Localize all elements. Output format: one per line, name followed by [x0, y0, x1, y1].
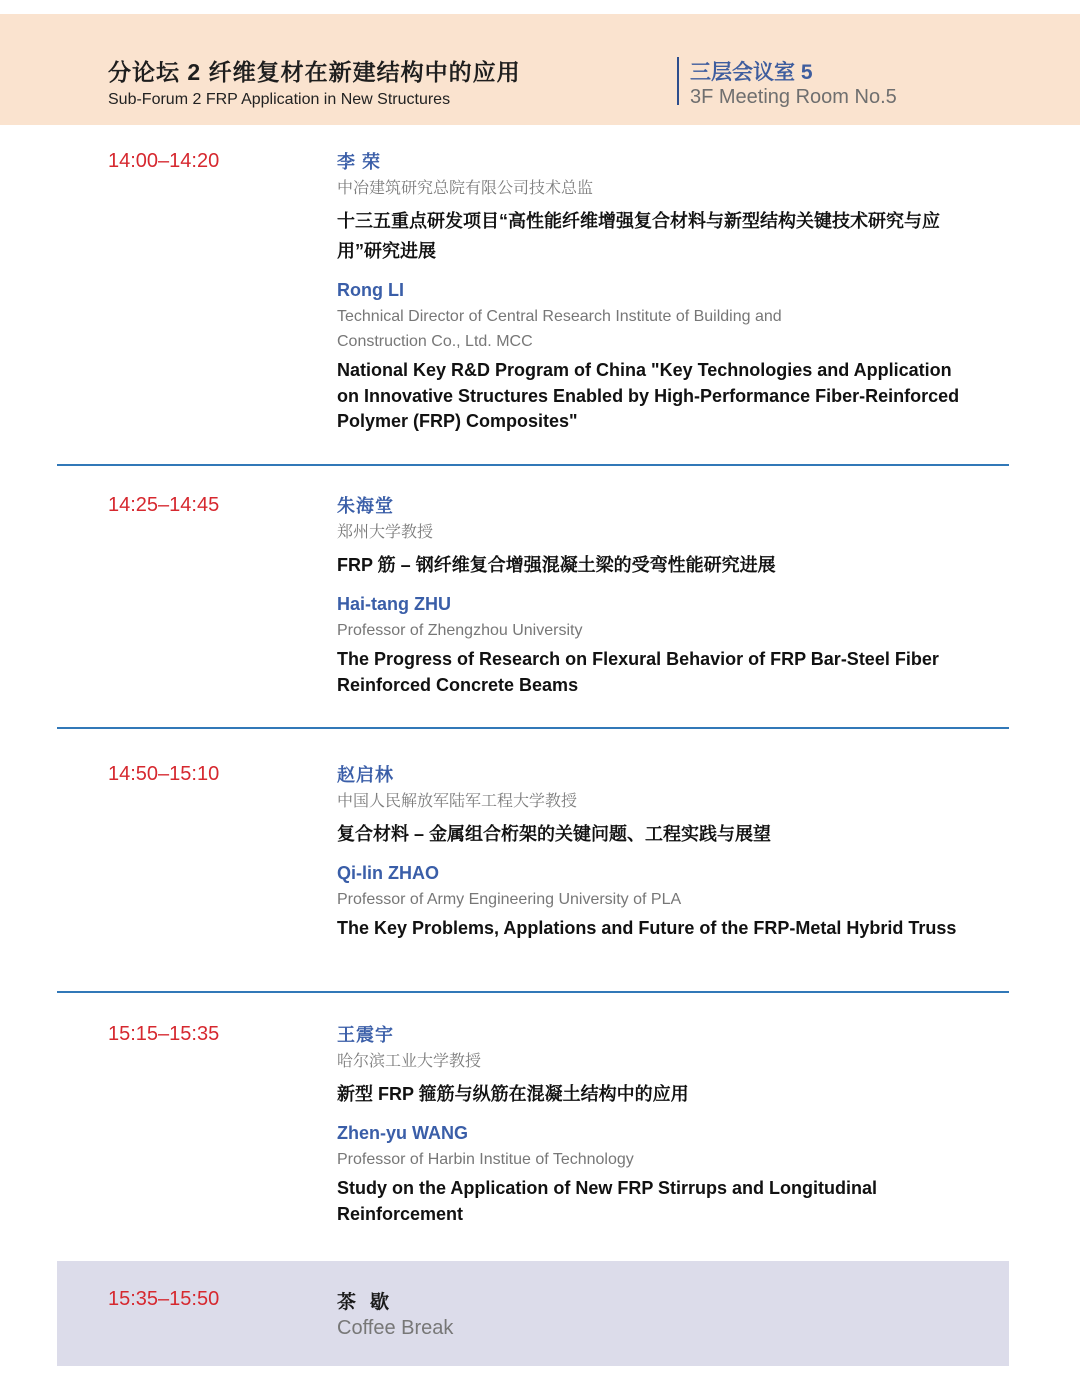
session-time: 14:50–15:10: [108, 763, 220, 785]
speaker-name-en: Zhen-yu WANG: [337, 1123, 468, 1143]
talk-title-cn: 复合材料 – 金属组合桁架的关键问题、工程实践与展望: [337, 824, 772, 844]
forum-title-cn: 分论坛 2 纤维复材在新建结构中的应用: [108, 59, 521, 85]
talk-title-en: Study on the Application of New FRP Stirrups and Longitudinal Reinforcement: [337, 1178, 877, 1224]
speaker-affiliation-cn: 郑州大学教授: [337, 524, 434, 541]
section-divider: [57, 991, 1009, 993]
speaker-affiliation-en: Professor of Zhengzhou University: [337, 622, 583, 639]
forum-header: [0, 14, 1080, 125]
talk-title-cn: 新型 FRP 箍筋与纵筋在混凝土结构中的应用: [337, 1084, 689, 1104]
speaker-name-en: Qi-lin ZHAO: [337, 863, 439, 883]
session-details: [337, 1023, 977, 1227]
coffee-break-label-en: Coffee Break: [337, 1317, 454, 1339]
talk-title-cn: 十三五重点研发项目“高性能纤维增强复合材料与新型结构关键技术研究与应用”研究进展: [337, 211, 940, 261]
speaker-name-en: Hai-tang ZHU: [337, 594, 451, 614]
forum-title-en: Sub-Forum 2 FRP Application in New Structures: [108, 91, 451, 108]
talk-title-en: National Key R&D Program of China "Key Technologies and Application on Innovative Structures Enabled by High-Performance Fiber-Reinforced Polymer (FRP) Composites": [337, 360, 960, 431]
speaker-name-cn: 王震宇: [337, 1025, 394, 1045]
talk-title-en: The Key Problems, Applations and Future of the FRP-Metal Hybrid Truss: [337, 918, 957, 938]
speaker-name-cn: 朱海堂: [337, 496, 394, 516]
speaker-name-cn: 李 荣: [337, 152, 382, 172]
talk-title-en: The Progress of Research on Flexural Behavior of FRP Bar-Steel Fiber Reinforced Concrete Beams: [337, 649, 939, 695]
header-divider: [677, 57, 679, 105]
speaker-affiliation-en: Professor of Army Engineering University of PLA: [337, 891, 682, 908]
coffee-break-time: 15:35–15:50: [108, 1288, 220, 1310]
room-en: 3F Meeting Room No.5: [690, 86, 897, 108]
session-time: 15:15–15:35: [108, 1023, 220, 1045]
speaker-name-cn: 赵启林: [337, 765, 394, 785]
section-divider: [57, 727, 1009, 729]
coffee-break-block: [57, 1261, 1009, 1366]
session-time: 14:25–14:45: [108, 494, 220, 516]
speaker-affiliation-cn: 哈尔滨工业大学教授: [337, 1053, 482, 1070]
speaker-affiliation-en: Professor of Harbin Institue of Technology: [337, 1151, 634, 1168]
session-time: 14:00–14:20: [108, 150, 220, 172]
speaker-name-en: Rong LI: [337, 280, 404, 300]
session-details: [337, 150, 977, 435]
section-divider: [57, 464, 1009, 466]
speaker-affiliation-en: Technical Director of Central Research Institute of Building and Construction Co., Ltd. MCC: [337, 308, 782, 350]
session-details: [337, 763, 977, 942]
room-cn: 三层会议室 5: [690, 61, 813, 84]
session-details: [337, 494, 977, 698]
speaker-affiliation-cn: 中国人民解放军陆军工程大学教授: [337, 793, 578, 810]
coffee-break-label-cn: 茶歇: [337, 1292, 404, 1313]
talk-title-cn: FRP 筋 – 钢纤维复合增强混凝土梁的受弯性能研究进展: [337, 555, 776, 575]
speaker-affiliation-cn: 中冶建筑研究总院有限公司技术总监: [337, 180, 594, 197]
